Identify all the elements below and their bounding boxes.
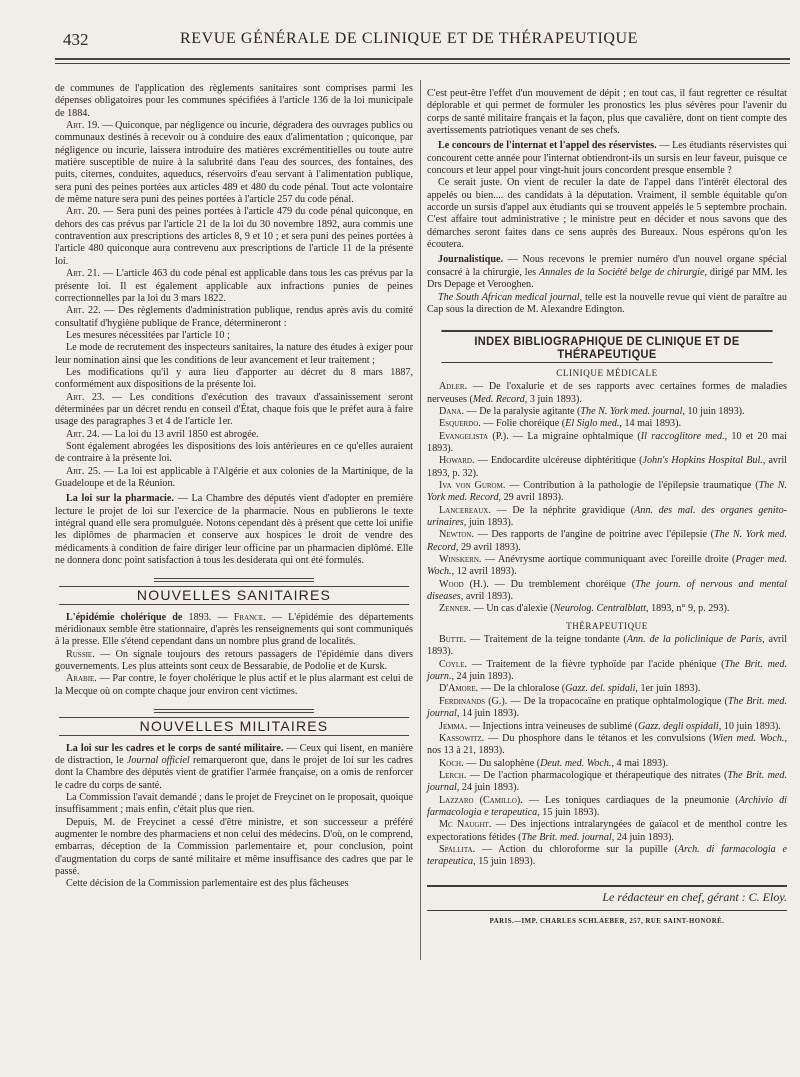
index-entry xyxy=(427,505,787,530)
clinique-entries xyxy=(427,381,787,616)
news-year: 1893. — xyxy=(182,611,234,623)
news-text: — Ceux qui lisent, en manière de distraction, le xyxy=(55,742,413,766)
article-22 xyxy=(55,305,413,330)
journal-name: The South African medical journal xyxy=(438,291,580,303)
header-rule xyxy=(55,58,790,60)
author-name: Howard. xyxy=(439,455,475,467)
paragraph xyxy=(427,292,787,317)
entry-tail: , nos 13 à 21, 1893). xyxy=(427,732,787,757)
left-column xyxy=(55,83,413,891)
index-entry xyxy=(427,819,787,844)
entry-tail: , 1893, n° 9, p. 293). xyxy=(646,603,730,615)
index-entry xyxy=(427,603,787,615)
news-text: remarqueront que, dans le projet de loi sur les cadres dont la Chambre des députés vient de gratifier l'armée française, on a omis de renforcer le cadre du corps de santé. xyxy=(55,754,413,791)
entry-tail: , 29 avril 1893). xyxy=(498,492,564,504)
internat-news xyxy=(427,140,787,177)
author-name: Evangelista (P.). xyxy=(439,430,509,442)
journal-name: Annales de la Société belge de chirurgie xyxy=(538,266,705,278)
entry-tail: , 15 juin 1893). xyxy=(473,856,536,868)
source-title: The Brit. med. journal xyxy=(521,831,612,843)
news-heading: Le concours de l'internat et l'appel des réservistes. xyxy=(438,140,657,152)
entry-tail: , 12 avril 1893). xyxy=(451,566,517,578)
military-news xyxy=(55,743,413,792)
author-name: D'Amore. xyxy=(439,683,479,695)
article-label: Art. 23. xyxy=(66,391,105,403)
section-title: NOUVELLES SANITAIRES xyxy=(59,586,409,604)
country-label: France. xyxy=(233,611,266,623)
paragraph: Le mode de recrutement des inspecteurs sanitaires, la nature des études à exiger pour leur nomination ainsi que les conditions de leur avancement et leur traitement ; xyxy=(55,342,413,366)
author-name: Butte. xyxy=(439,634,467,646)
article-text: — Des règlements d'administration publique, rendus après avis du comité consultatif d'hygiène publique de France, détermineront : xyxy=(55,305,413,329)
entry-tail: , 15 juin 1893). xyxy=(537,806,600,818)
index-entry xyxy=(427,529,787,554)
journalism-news xyxy=(427,254,787,291)
news-text: — On signale toujours des retours passagers de l'épidémie dans divers gouvernements. Les plus atteints sont ceux de Bessarabie, de Podolie et de Kursk. xyxy=(55,648,413,673)
article-20 xyxy=(55,206,413,268)
article-24 xyxy=(55,429,413,441)
source-title: The N. York med. journal xyxy=(580,405,683,417)
article-text: — Quiconque, par négligence ou incurie, dégradera des ouvrages publics ou communaux destinés à recevoir ou à conduire des eaux d'alimentation ; quiconque, par négligence ou incurie, laissera introduire des matières excrémentitielles ou toute autre matière susceptible de nuire à la salubrité dans l'eau des sources, des fontaines, des puits, citernes, conduites, aqueducs, réservoirs d'eau servant à l'alimentation publique, sera puni des peines portées aux articles 489 et 480 du code pénal. Tout acte volontaire de même nature sera puni des peines portées à l'article 257 du code pénal. xyxy=(55,120,413,206)
author-name: Newton. xyxy=(439,529,474,541)
source-title: The N. York med. Record xyxy=(427,479,787,504)
source-title: The Brit. med. journal xyxy=(427,695,787,720)
news-heading: La loi sur les cadres et le corps de santé militaire. xyxy=(66,742,284,754)
printer-imprint: PARIS.—IMP. CHARLES SCHLAEBER, 257, RUE SAINT-HONORÉ. xyxy=(427,910,787,928)
source-title: Ann. des mal. des organes genito-urinaires xyxy=(427,504,787,528)
source-title: Prager med. Woch. xyxy=(427,554,787,578)
entry-tail: , 29 avril 1893). xyxy=(455,541,521,553)
section-header-militaires xyxy=(55,709,413,735)
news-text: — Les étudiants réservistes qui concourent cette année pour l'internat obtiendront-ils un sursis en leur faveur, puisque ce concours et leur appel pour vingt-huit jours concordent presque ensemble ? xyxy=(427,140,787,177)
author-name: Esquerdo. xyxy=(439,418,481,430)
source-title: Wien med. Woch. xyxy=(712,732,785,744)
index-entry xyxy=(427,683,787,695)
index-entry xyxy=(427,406,787,418)
column-divider xyxy=(420,80,421,960)
entry-text: — Des injections intralaryngées de gaïacol et de menthol contre les expectorations fétides ( xyxy=(427,819,788,843)
entry-text: — De la chloralose ( xyxy=(478,683,566,695)
source-title: John's Hopkins Hospital Bul. xyxy=(642,455,763,467)
entry-text: — De la paralysie agitante ( xyxy=(464,405,581,417)
author-name: Wood (H.). xyxy=(439,578,489,590)
author-name: Winskern. xyxy=(439,554,482,566)
entry-tail: , juin 1893). xyxy=(463,517,514,528)
paragraph: Les modifications qu'il y aura lieu d'apporter au décret du 8 mars 1887, conformément aux dispositions de la présente loi. xyxy=(55,366,413,391)
article-text: — Les conditions d'exécution des travaux d'assainissement seront déterminées par un décret rendu en conseil d'État, chaque fois que le préfet aura à faire usage des paragraphes 3 et 4 de l'article 1er. xyxy=(55,391,413,428)
author-name: Iva von Gurom. xyxy=(439,479,506,491)
entry-tail: , 24 juin 1893). xyxy=(611,831,674,843)
index-entry xyxy=(427,579,787,604)
entry-tail: , 10 et 20 mai 1893). xyxy=(427,430,787,454)
index-title: INDEX BIBLIOGRAPHIQUE DE CLINIQUE ET DE THÉRAPEUTIQUE xyxy=(441,330,772,363)
article-23 xyxy=(55,392,413,429)
source-title: Deut. med. Woch. xyxy=(540,757,612,769)
index-entry xyxy=(427,659,787,684)
paragraph: Les mesures nécessitées par l'article 10 ; xyxy=(66,329,230,341)
article-text: — La loi est applicable à l'Algérie et aux colonies de la Martinique, de la Guadeloupe et de la Réunion. xyxy=(55,465,414,489)
paragraph: de communes de l'application des règlements sanitaires sont comprises parmi les dépenses obligatoires pour les communes spécifiées à l'article 136 de la loi municipale de 1884. xyxy=(55,83,413,119)
source-title: Ann. de la policlinique de Paris xyxy=(626,634,763,646)
article-label: Art. 24. xyxy=(66,428,100,440)
section-ornament xyxy=(154,709,314,713)
header-rule-thin xyxy=(55,63,790,64)
entry-text: — Action du chloroforme sur la pupille ( xyxy=(475,843,678,855)
index-entry xyxy=(427,455,787,480)
cholera-news xyxy=(55,612,413,649)
author-name: Jemma. xyxy=(439,720,468,732)
index-entry xyxy=(427,844,787,869)
author-name: Dana. xyxy=(439,405,465,417)
author-name: Lazzaro (Camillo). xyxy=(439,794,523,806)
article-text: — La loi du 13 avril 1850 est abrogée. xyxy=(99,428,259,440)
therapeutique-entries xyxy=(427,634,787,869)
news-text: — Nous recevons le premier numéro d'un nouvel organe spécial consacré à la chirurgie, les xyxy=(427,254,787,278)
paragraph: Sont également abrogées les dispositions des lois antérieures en ce qu'elles auraient de contraire à la présente loi. xyxy=(55,440,413,465)
entry-text: — Endocardite ulcéreuse diphtéritique ( xyxy=(474,455,643,467)
paragraph: Depuis, M. de Freycinet a cessé d'être ministre, et son successeur a préféré augmenter le nombre des pharmaciens et non celui des médecins. D'où, on le comprend, embarras, déception de la Commission parlementaire et, pour conclusion, point d'augmentation du corps de santé militaire et même insuffisance des cadres que par le passé. xyxy=(55,816,413,877)
news-text: — L'épidémie des départements méridionaux semble être stationnaire, d'après les renseignements qui sont communiqués à la presse. Elle s'étend cependant dans un nombre plus grand de localités. xyxy=(55,611,414,648)
index-entry xyxy=(427,634,787,659)
pharmacy-news xyxy=(55,493,413,567)
news-text: , dirigé par MM. les Drs Depage et Verooghen. xyxy=(427,266,787,291)
right-column xyxy=(427,88,787,928)
article-text: — L'article 463 du code pénal est applicable dans tous les cas prévus par la présente loi. Il est également applicable aux infractions punies de peines correctionnelles par la loi du 3 mars 1822. xyxy=(55,268,413,304)
news-text: — La Chambre des députés vient d'adopter en première lecture le projet de loi sur l'exercice de la pharmacie. Nous en publierons le texte intégral quand elle sera promulguée. Notons cependant dès à présent que cette loi unifie les diplômes de pharmacien et conserve aux hospices le droit de vendre des médicaments à condition de faire diriger leur officine par un pharmacien diplômé. Elle ne donnera donc point satisfaction à tous les desiderata qui ont été formulés. xyxy=(55,493,413,567)
source-title: Med. Record xyxy=(472,393,525,405)
entry-tail: , avril 1893). xyxy=(460,591,514,603)
entry-tail: , 14 juin 1893). xyxy=(456,708,519,720)
source-title: Gazz. degli ospidali xyxy=(637,720,719,732)
entry-text: — Les toniques cardiaques de la pneumonie ( xyxy=(522,794,739,806)
news-heading: Journalistique. xyxy=(438,254,503,266)
entry-text: — Folie choréique ( xyxy=(480,418,566,430)
source-title: Archivio di farmacologia e terapeutica xyxy=(427,794,787,818)
entry-text: — Contribution à la pathologie de l'épilepsie traumatique ( xyxy=(505,479,759,491)
russia-news xyxy=(55,649,413,674)
author-name: Spallita. xyxy=(439,843,476,855)
entry-tail: , 3 juin 1893). xyxy=(524,393,582,405)
source-title: Gazz. del. spidali xyxy=(565,683,636,695)
journal-name: Journal officiel xyxy=(126,754,190,766)
index-entry xyxy=(427,554,787,579)
section-ornament xyxy=(154,578,314,582)
index-entry xyxy=(427,381,787,406)
author-name: Lancereaux. xyxy=(439,504,491,516)
article-21 xyxy=(55,268,413,305)
entry-tail: , 24 juin 1893). xyxy=(456,782,519,794)
article-text: — Sera puni des peines portées à l'article 479 du code pénal quiconque, en dehors des cas prévus par l'article 21 de la loi du 30 novembre 1892, aura commis une contravention aux prescriptions des articles 8, 9 et 10 ; et sera puni des peines portées à l'article 480 quiconque aura contrevenu aux prescriptions de l'article 11 de la présente loi. xyxy=(55,206,413,267)
entry-text: — Anévrysme aortique communiquant avec l'oreille droite ( xyxy=(481,554,736,566)
index-entry xyxy=(427,795,787,820)
editor-signature: Le rédacteur en chef, gérant : C. Eloy. xyxy=(427,885,787,903)
index-entry xyxy=(427,696,787,721)
entry-text: — De la tropacocaïne en pratique ophtalmologique ( xyxy=(507,695,728,707)
source-title: El Siglo med. xyxy=(565,418,620,430)
article-label: Art. 20. xyxy=(66,206,101,218)
entry-text: — Traitement de la teigne tondante ( xyxy=(466,634,627,646)
entry-tail: , 10 juin 1893). xyxy=(718,720,781,732)
author-name: Zenner. xyxy=(439,603,472,615)
entry-text: — De l'oxalurie et de ses rapports avec certaines formes de maladies nerveuses ( xyxy=(427,381,787,405)
article-25 xyxy=(55,466,413,491)
entry-text: — Des rapports de l'angine de poitrine avec l'épilepsie ( xyxy=(474,529,715,541)
paragraph: Cette décision de la Commission parlementaire est des plus fâcheuses xyxy=(66,878,349,890)
index-entry xyxy=(427,480,787,505)
author-name: Kassowitz. xyxy=(439,732,485,744)
section-header-sanitaires xyxy=(55,578,413,604)
author-name: Ferdinands (G.). xyxy=(439,695,508,707)
entry-tail: , 10 juin 1893). xyxy=(682,405,745,417)
article-label: Art. 19. xyxy=(66,120,100,132)
running-title: REVUE GÉNÉRALE DE CLINIQUE ET DE THÉRAPEUTIQUE xyxy=(180,30,639,47)
paragraph: La Commission l'avait demandé ; dans le projet de Freycinet on le proposait, quoique insuffisamment ; mais enfin, c'était plus que rien. xyxy=(55,791,413,816)
page-header xyxy=(55,30,790,54)
article-label: Art. 25. xyxy=(66,465,101,477)
paragraph: Ce serait juste. On vient de reculer la date de l'appel dans l'intérêt électoral des appelés ou bien.... des candidats à la députation. Vraiment, il semble équitable qu'on accorde un sursis d'appel aux étudiants qui se trouvent appelés le 5 septembre prochain. C'est affaire tout administrative ; le ministre peut en décider et nous savons que des démarches seront faites dans ce sens auprès des Bureaux. Nous espérons qu'on les écoutera. xyxy=(427,177,787,251)
page-number: 432 xyxy=(63,30,89,49)
source-title: The journ. of nervous and mental diseases xyxy=(427,578,787,603)
country-label: Russie. xyxy=(66,648,95,660)
index-entry xyxy=(427,770,787,795)
article-19 xyxy=(55,120,413,206)
arabia-news xyxy=(55,673,413,698)
index-entry xyxy=(427,431,787,456)
entry-text: — Du salophène ( xyxy=(463,757,541,769)
entry-text: — De la néphrite gravidique ( xyxy=(490,504,635,516)
entry-tail: , avril 1893, p. 32). xyxy=(427,455,787,479)
news-heading: La loi sur la pharmacie. xyxy=(66,493,174,505)
author-name: Koch. xyxy=(439,757,464,769)
source-title: The N. York med. Record xyxy=(427,529,787,553)
news-text: — Par contre, le foyer cholérique le plus actif et le plus alarmant est celui de la Mecque où on compte chaque jour environ cent victimes. xyxy=(55,673,413,697)
source-title: The Brit. med. journ. xyxy=(427,658,787,683)
entry-tail: , avril 1893). xyxy=(427,634,788,658)
paragraph: C'est peut-être l'effet d'un mouvement de dépit ; en tout cas, il faut regretter ce résultat déplorable et qui permet de formuler les pronostics les plus sévères pour l'avenir du corps de santé militaire français et la façon, plus que cavalière, dont on tient compte des avertissements patriotiques venant de ses chefs. xyxy=(427,88,787,137)
news-text: , telle est la nouvelle revue qui vient de paraître au Cap sous la direction de M. Alexandre Edington. xyxy=(427,291,787,315)
entry-text: — Du tremblement choréique ( xyxy=(488,578,636,590)
entry-text: — La migraine ophtalmique ( xyxy=(508,430,641,442)
author-name: Lerch. xyxy=(439,769,467,781)
entry-tail: , 24 juin 1893). xyxy=(451,671,514,683)
author-name: Adler. xyxy=(439,381,468,393)
article-label: Art. 21. xyxy=(66,268,100,280)
entry-text: — Du phosphore dans le tétanos et les convulsions ( xyxy=(484,732,713,744)
index-entry xyxy=(427,418,787,430)
index-subhead-clinique: CLINIQUE MÉDICALE xyxy=(556,367,658,378)
entry-tail: , 14 mai 1893). xyxy=(619,418,682,430)
entry-text: — Un cas d'alexie ( xyxy=(471,603,554,615)
index-entry xyxy=(427,721,787,733)
source-title: Il raccoglitore med. xyxy=(640,430,725,442)
section-title: NOUVELLES MILITAIRES xyxy=(59,717,409,735)
author-name: Coyle. xyxy=(439,658,467,670)
source-title: The Brit. med. journal xyxy=(427,769,787,794)
entry-text: — Injections intra veineuses de sublimé ( xyxy=(467,720,638,732)
index-subhead-therapeutique: THÉRAPEUTIQUE xyxy=(566,620,648,631)
entry-text: — De l'action pharmacologique et thérapeutique des nitrates ( xyxy=(466,769,728,781)
index-entry xyxy=(427,733,787,758)
news-heading: L'épidémie cholérique de xyxy=(66,611,183,623)
index-entry xyxy=(427,758,787,770)
source-title: Neurolog. Centralblatt xyxy=(553,603,647,615)
entry-tail: , 1er juin 1893). xyxy=(635,683,701,695)
source-title: Arch. di farmacologia e terapeutica xyxy=(427,843,787,868)
entry-text: — Traitement de la fièvre typhoïde par l'acide phénique ( xyxy=(466,658,725,670)
country-label: Arabie. xyxy=(66,673,97,685)
entry-tail: , 4 mai 1893). xyxy=(611,757,668,769)
author-name: Mc Naught. xyxy=(439,819,492,831)
article-label: Art. 22. xyxy=(66,305,101,317)
